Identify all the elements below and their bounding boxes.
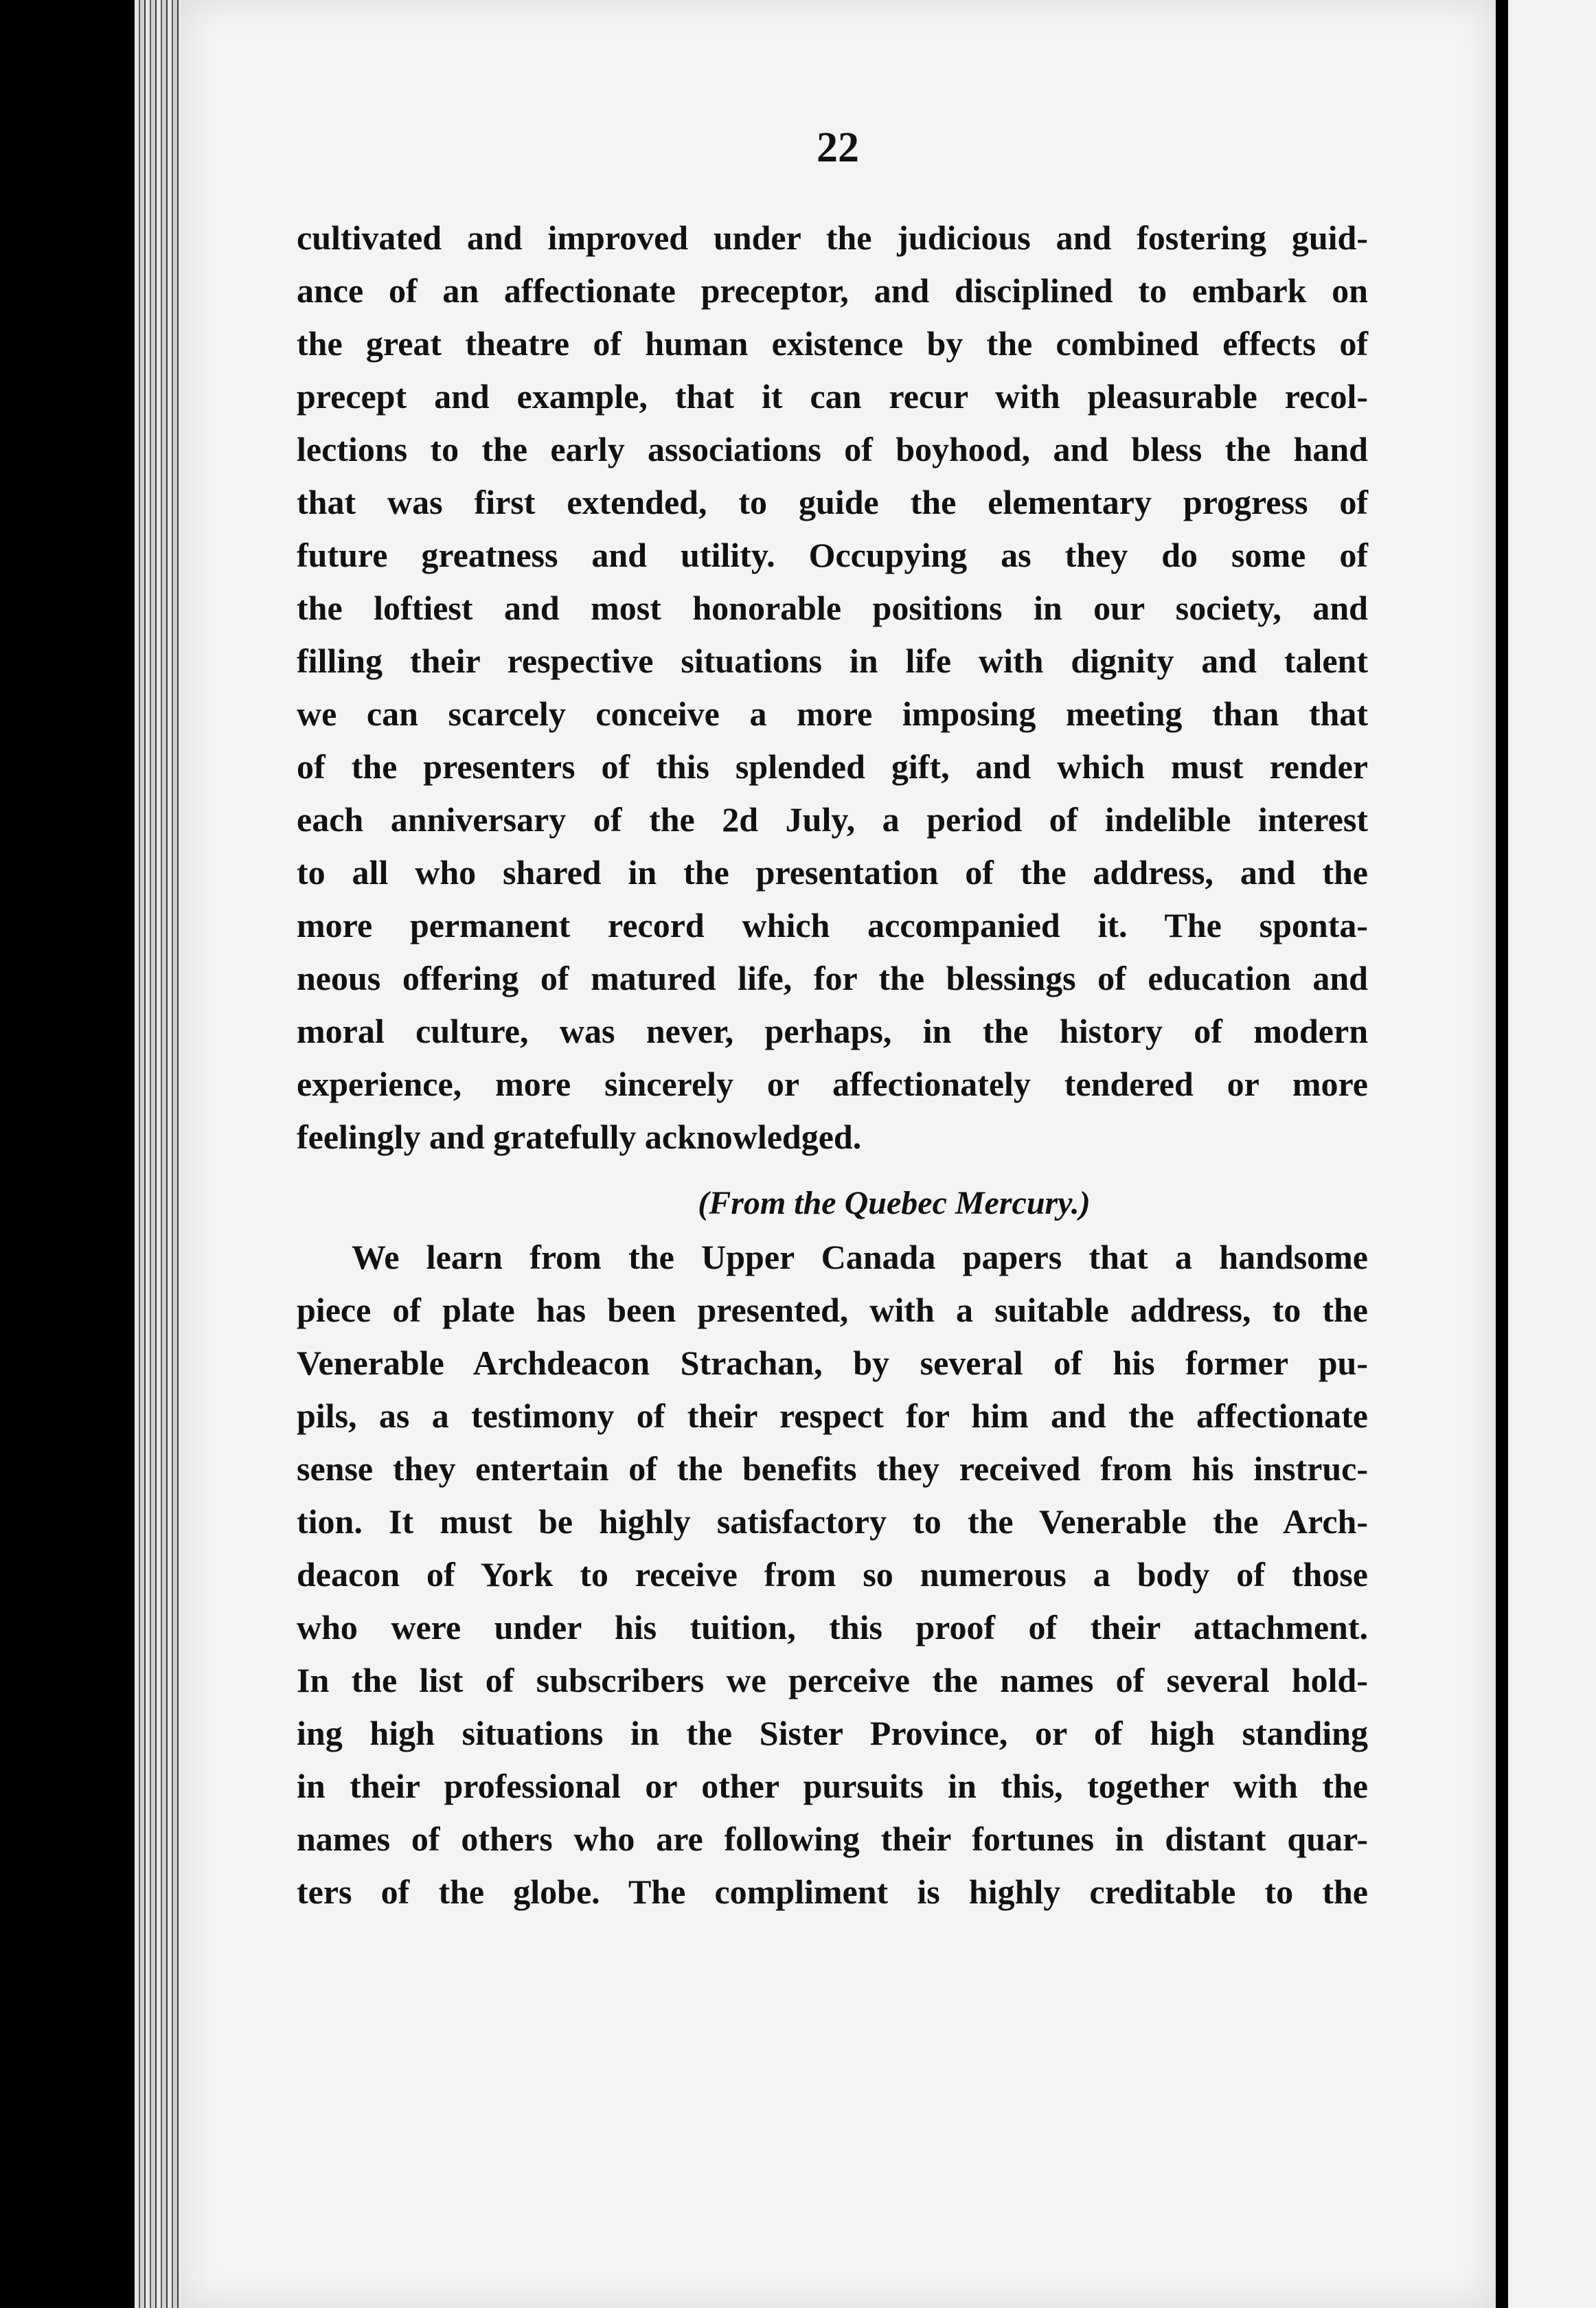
text-line: the great theatre of human existence by the combined effects of <box>297 324 1368 363</box>
text-line: cultivated and improved under the judicious and fostering guid- <box>297 218 1368 257</box>
text-line: feelingly and gratefully acknowledged. <box>297 1118 862 1156</box>
text-line: ance of an affectionate preceptor, and disciplined to embark on <box>297 271 1368 310</box>
text-line: who were under his tuition, this proof of their attachment. <box>297 1608 1368 1647</box>
text-line: in their professional or other pursuits in this, together with the <box>297 1767 1368 1805</box>
text-line: experience, more sincerely or affectionately tendered or more <box>297 1065 1368 1103</box>
text-line: lections to the early associations of boyhood, and bless the hand <box>297 430 1368 468</box>
page-number: 22 <box>817 124 859 171</box>
text-line: In the list of subscribers we perceive the names of several hold- <box>297 1661 1368 1699</box>
text-line: tion. It must be highly satisfactory to the Venerable the Arch- <box>297 1502 1368 1541</box>
text-line: pils, as a testimony of their respect for him and the affectionate <box>297 1396 1368 1435</box>
text-line: sense they entertain of the benefits they received from his instruc- <box>297 1449 1368 1488</box>
facing-page-edge <box>1508 0 1596 2308</box>
text-line: We learn from the Upper Canada papers that a handsome <box>352 1238 1368 1276</box>
text-line: precept and example, that it can recur with pleasurable recol- <box>297 377 1368 416</box>
text-line: ters of the globe. The compliment is highly creditable to the <box>297 1873 1368 1911</box>
text-line: each anniversary of the 2d July, a period of indelible interest <box>297 800 1368 839</box>
text-line: neous offering of matured life, for the blessings of education and <box>297 959 1368 997</box>
text-line: to all who shared in the presentation of the address, and the <box>297 853 1368 892</box>
text-line: filling their respective situations in life with dignity and talent <box>297 642 1368 680</box>
gutter-shadow <box>1496 0 1508 2308</box>
page-text <box>297 212 1368 1919</box>
text-line: names of others who are following their fortunes in distant quar- <box>297 1820 1368 1858</box>
text-line: deacon of York to receive from so numerous a body of those <box>297 1555 1368 1594</box>
text-line: piece of plate has been presented, with a suitable address, to the <box>297 1291 1368 1329</box>
page-edges <box>135 0 183 2308</box>
source-heading: (From the Quebec Mercury.) <box>698 1185 1091 1221</box>
text-line: we can scarcely conceive a more imposing meeting than that <box>297 694 1368 733</box>
text-line: more permanent record which accompanied it. The sponta- <box>297 906 1368 944</box>
text-line: that was first extended, to guide the elementary progress of <box>297 483 1368 521</box>
text-line: moral culture, was never, perhaps, in the history of modern <box>297 1012 1368 1050</box>
text-line: Venerable Archdeacon Strachan, by several of his former pu- <box>297 1344 1368 1382</box>
text-line: ing high situations in the Sister Province, or of high standing <box>297 1714 1368 1752</box>
text-line: the loftiest and most honorable positions in our society, and <box>297 589 1368 627</box>
text-line: future greatness and utility. Occupying as they do some of <box>297 536 1368 574</box>
text-line: of the presenters of this splended gift, and which must render <box>297 747 1368 786</box>
